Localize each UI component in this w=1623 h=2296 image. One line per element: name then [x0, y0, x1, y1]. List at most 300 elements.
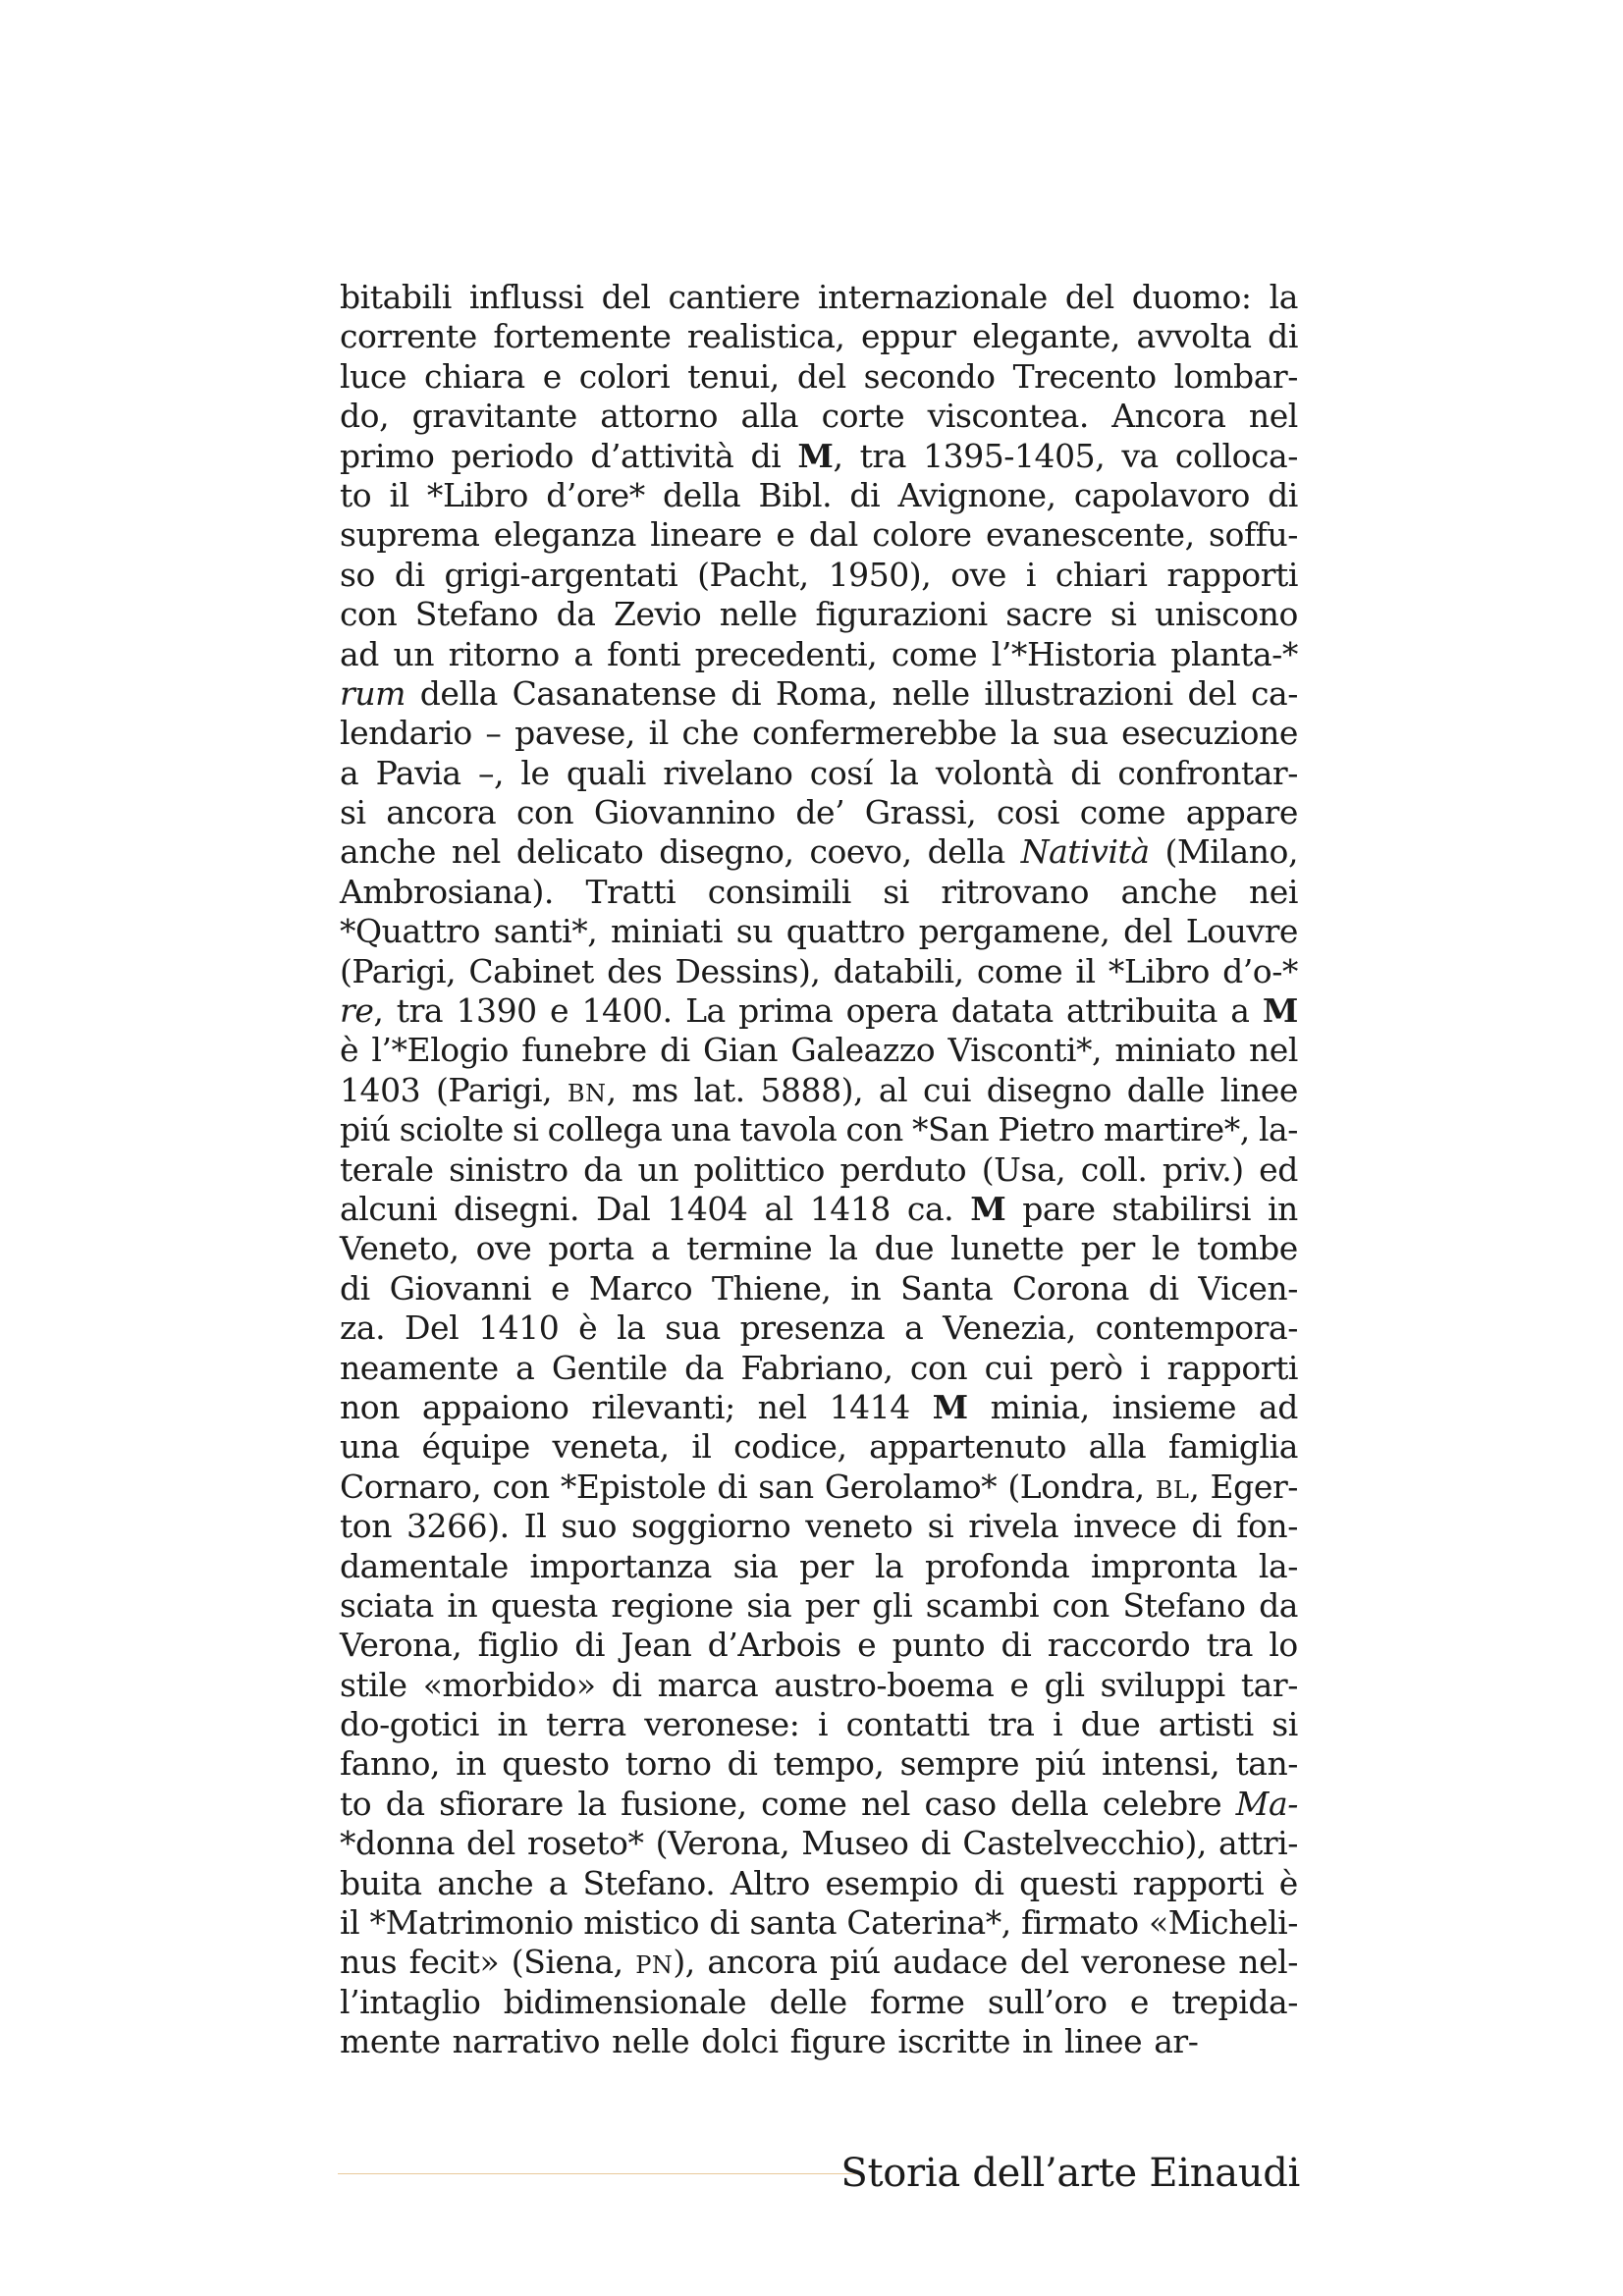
word: in: [456, 1744, 487, 1784]
word: con: [340, 595, 398, 634]
page-footer: [338, 2146, 1300, 2205]
word: e: [857, 1626, 877, 1665]
text-line: [340, 1468, 1298, 1507]
word: famiglia: [1167, 1427, 1298, 1467]
word: in: [1022, 2022, 1054, 2061]
word: si: [1271, 1705, 1298, 1744]
word: M,: [797, 436, 843, 475]
word: opera: [845, 991, 939, 1031]
word: si: [1109, 595, 1137, 634]
text-line: [340, 1507, 1298, 1546]
word: (Parigi,: [435, 1070, 553, 1109]
word: di: [394, 555, 425, 594]
word: forme: [870, 1982, 965, 2021]
word: sempre: [899, 1744, 1020, 1784]
word: come: [1079, 793, 1166, 832]
word: ad: [340, 634, 379, 673]
word: questi: [1019, 1863, 1118, 1902]
word: nel: [1248, 1031, 1298, 1070]
word: primo: [340, 436, 435, 475]
word: lineare: [650, 515, 763, 555]
word: un: [637, 1149, 679, 1189]
word: alla: [740, 397, 799, 436]
word: cosí: [809, 753, 873, 792]
word: sacre: [1005, 595, 1093, 634]
word: Cornaro,: [340, 1467, 482, 1506]
footer-rule: [338, 2173, 858, 2174]
text-line: [340, 1190, 1298, 1229]
word: veronese:: [644, 1705, 800, 1744]
word: Marco: [588, 1268, 693, 1308]
text-line: [340, 1229, 1298, 1268]
word: prima: [738, 991, 834, 1031]
word: si: [927, 1507, 954, 1546]
word: però: [1049, 1348, 1123, 1387]
word: luce: [340, 356, 407, 396]
word: Pavia: [375, 753, 461, 792]
word: Verona,: [340, 1626, 462, 1665]
word: ar-: [1154, 2022, 1199, 2061]
text-line: [340, 912, 1298, 951]
text-line: [340, 1824, 1298, 1863]
text-line: [340, 1349, 1298, 1388]
word: *Matrimonio: [369, 1903, 573, 1943]
word: 1404: [667, 1189, 748, 1228]
word: come: [976, 951, 1063, 990]
word: sia: [732, 1546, 779, 1585]
word: Tratti: [585, 872, 676, 911]
word: disegni.: [454, 1189, 580, 1228]
text-line: [340, 1666, 1298, 1705]
word: termine: [686, 1229, 813, 1268]
word: fonti: [607, 634, 681, 673]
word: realistica,: [686, 317, 845, 356]
word: Stefano.: [582, 1863, 716, 1902]
word: lo: [1269, 1626, 1298, 1665]
word: per: [804, 1585, 859, 1625]
word: di: [750, 436, 782, 475]
word: e: [550, 991, 569, 1031]
word: rilevanti;: [591, 1387, 735, 1426]
word: artisti: [1158, 1705, 1254, 1744]
word: il: [691, 1427, 712, 1467]
word: eleganza: [493, 515, 636, 555]
word: su: [735, 912, 774, 951]
word: come: [761, 1784, 847, 1823]
word: due: [1080, 1705, 1141, 1744]
word: fanno,: [340, 1744, 441, 1784]
word: cantiere: [668, 278, 800, 316]
word: trepida-: [1171, 1982, 1298, 2021]
word: di: [1001, 1626, 1032, 1665]
word: Vicen-: [1198, 1268, 1298, 1308]
word: scambi: [925, 1585, 1040, 1625]
word: des: [607, 951, 663, 990]
word: capolavoro: [1073, 475, 1250, 514]
word: pare: [1022, 1189, 1096, 1228]
word: mente: [340, 2022, 441, 2061]
word: équipe: [421, 1427, 530, 1467]
word: rapporti: [1166, 555, 1298, 594]
word: grigi-argentati: [444, 555, 678, 594]
word: Dessins),: [675, 951, 821, 990]
word: questa: [490, 1585, 598, 1625]
word: a: [1230, 991, 1250, 1031]
word: tra: [1206, 1626, 1253, 1665]
word: da: [1259, 1585, 1298, 1625]
word: sciata: [340, 1585, 434, 1625]
word: e: [1009, 1665, 1029, 1704]
word: profonda: [925, 1546, 1070, 1585]
word: to: [340, 475, 372, 514]
word: con: [492, 1467, 550, 1506]
text-line: [340, 1150, 1298, 1190]
word: polittico: [693, 1149, 825, 1189]
word: disegno,: [659, 832, 794, 872]
word: gli: [1044, 1665, 1085, 1704]
word: nelle: [892, 673, 970, 713]
word: (Londra,: [1007, 1467, 1145, 1506]
word: (Milano,: [1164, 832, 1298, 872]
word: periodo: [451, 436, 574, 475]
word: il: [340, 1903, 360, 1943]
word: fusione,: [621, 1784, 747, 1823]
word: Altro: [730, 1863, 810, 1902]
word: *Epistole: [560, 1467, 707, 1506]
word: elegante,: [972, 317, 1120, 356]
word: la: [617, 1308, 646, 1348]
word: Zevio: [613, 595, 702, 634]
word: (Verona,: [655, 1824, 790, 1863]
word: tra: [859, 436, 906, 475]
word: *San: [911, 1110, 990, 1149]
word: in: [447, 1585, 478, 1625]
word: delle: [769, 1982, 847, 2021]
word: con: [909, 1348, 968, 1387]
word: 1950),: [828, 555, 932, 594]
word: veneto: [805, 1507, 913, 1546]
word: un: [393, 634, 435, 673]
word: piú: [340, 1110, 391, 1149]
word: roseto*: [526, 1824, 644, 1863]
word: torno: [624, 1744, 712, 1784]
word: ca.: [906, 1189, 954, 1228]
word: in: [497, 1705, 528, 1744]
word: esempio: [825, 1863, 959, 1902]
word: appartenuto: [869, 1427, 1067, 1467]
text-line: [340, 317, 1298, 356]
word: viscontea.: [927, 397, 1089, 436]
word: figlio: [477, 1626, 559, 1665]
word: intensi,: [1102, 1744, 1220, 1784]
footer-title: Storia dell’arte Einaudi: [840, 2151, 1300, 2196]
word: stile: [340, 1665, 407, 1704]
word: Stefano: [414, 595, 539, 634]
word: e: [550, 1268, 570, 1308]
word: attri-: [1218, 1824, 1298, 1863]
word: tan-: [1235, 1744, 1298, 1784]
word: audace: [893, 1943, 1008, 1982]
word: rivela: [968, 1507, 1059, 1546]
word: Natività: [1020, 832, 1150, 872]
word: fecit»: [408, 1943, 500, 1982]
word: tra: [396, 991, 444, 1031]
word: (Siena,: [511, 1943, 623, 1982]
word: gravitante: [411, 397, 577, 436]
word: 5888),: [760, 1070, 864, 1109]
word: ritrovano: [941, 872, 1090, 911]
word: 1414: [829, 1387, 910, 1426]
word: è: [578, 1308, 598, 1348]
word: regione: [611, 1585, 733, 1625]
word: nelle: [719, 595, 797, 634]
word: Ma-: [1235, 1784, 1298, 1823]
word: e: [1129, 1982, 1149, 2021]
text-line: [340, 1903, 1298, 1943]
word: fortemente: [493, 317, 672, 356]
word: pergamene,: [918, 912, 1110, 951]
word: importanza: [529, 1546, 712, 1585]
word: celebre: [1102, 1784, 1222, 1823]
word: i: [817, 1705, 829, 1744]
word: di: [709, 1903, 740, 1943]
word: invece: [1073, 1507, 1177, 1546]
word: attorno: [600, 397, 719, 436]
word: quali: [566, 753, 646, 792]
word: databili,: [833, 951, 964, 990]
word: 1418: [809, 1189, 891, 1228]
word: cui: [923, 1070, 971, 1109]
word: va: [1121, 436, 1159, 475]
word: di: [574, 1626, 605, 1665]
word: avvolta: [1136, 317, 1252, 356]
word: i: [1025, 555, 1036, 594]
word: (Usa,: [981, 1149, 1066, 1189]
word: Eger-: [1210, 1467, 1298, 1506]
word: 1403: [340, 1070, 421, 1109]
word: duomo:: [1131, 278, 1252, 316]
word: 1390: [456, 991, 537, 1031]
word: santa: [749, 1903, 838, 1943]
word: priv.): [1162, 1149, 1244, 1189]
word: rivelano: [663, 753, 793, 792]
word: di: [727, 1744, 758, 1784]
word: si: [512, 1110, 539, 1149]
word: dalle: [1126, 1070, 1205, 1109]
word: *Quattro: [340, 912, 481, 951]
word: delicato: [515, 832, 644, 872]
word: mistico: [583, 1903, 700, 1943]
text-line: [340, 1744, 1298, 1784]
text-line: [340, 1071, 1298, 1110]
word: una: [671, 1110, 731, 1149]
word: nus: [340, 1943, 398, 1982]
word: d’o-*: [1222, 951, 1298, 990]
word: con: [845, 1110, 903, 1149]
word: di: [1148, 1268, 1179, 1308]
word: anche: [437, 1863, 534, 1902]
word: Gentile: [551, 1348, 668, 1387]
word: Jean: [621, 1626, 692, 1665]
word: Gian: [703, 1031, 779, 1070]
word: 1400.: [581, 991, 673, 1031]
word: la: [577, 1784, 607, 1823]
text-line: [340, 476, 1298, 515]
word: ca-: [1251, 673, 1298, 713]
word: –,: [477, 753, 505, 792]
word: del: [1187, 673, 1237, 713]
word: corte: [821, 397, 905, 436]
text-line: [340, 1547, 1298, 1586]
word: terale: [340, 1149, 434, 1189]
word: di: [849, 475, 881, 514]
text-line: [340, 515, 1298, 555]
word: 3266).: [406, 1507, 510, 1546]
word: attribuita: [1066, 991, 1217, 1031]
word: ove: [950, 555, 1006, 594]
word: della: [419, 673, 498, 713]
word: al: [764, 1189, 793, 1228]
word: marca: [657, 1665, 759, 1704]
word: sfiorare: [439, 1784, 564, 1823]
word: Caterina*,: [846, 1903, 1011, 1943]
word: austro-boema: [774, 1665, 995, 1704]
text-line: [340, 1586, 1298, 1626]
word: terra: [545, 1705, 626, 1744]
word: Trecento: [1012, 356, 1157, 396]
word: narrativo: [452, 2022, 601, 2061]
word: il: [389, 475, 409, 514]
word: Visconti*,: [947, 1031, 1103, 1070]
text-line: [340, 1031, 1298, 1070]
word: to: [340, 1784, 372, 1823]
word: secondo: [863, 356, 996, 396]
word: d’ore*: [546, 475, 645, 514]
word: minia,: [990, 1387, 1090, 1426]
word: ancora: [386, 793, 497, 832]
text-line: [340, 397, 1298, 436]
word: nei: [1248, 872, 1298, 911]
word: cosi: [997, 793, 1060, 832]
word: a: [340, 753, 359, 792]
text-line: [340, 1269, 1298, 1308]
word: Corona: [1012, 1268, 1129, 1308]
word: santi*,: [493, 912, 598, 951]
text-line: [340, 437, 1298, 476]
word: ove: [475, 1229, 532, 1268]
word: consimili: [707, 872, 851, 911]
word: il: [1075, 951, 1096, 990]
word: soffu-: [1209, 515, 1298, 555]
word: Louvre: [1185, 912, 1298, 951]
word: di: [340, 1268, 370, 1308]
word: la: [890, 753, 919, 792]
word: Veneto,: [340, 1229, 460, 1268]
word: bidimensionale: [503, 1982, 747, 2021]
word: in: [850, 1268, 882, 1308]
word: firmato: [1021, 1903, 1139, 1943]
word: disegno: [986, 1070, 1112, 1109]
word: figurazioni: [815, 595, 988, 634]
word: planta-*: [1170, 634, 1298, 673]
word: martire*,: [1103, 1110, 1250, 1149]
word: nel: [861, 1784, 910, 1823]
word: figure: [789, 2022, 887, 2061]
text-line: [340, 793, 1298, 832]
word: si: [883, 872, 909, 911]
word: confermerebbe: [752, 714, 998, 753]
word: di: [1268, 317, 1298, 356]
word: chiara: [424, 356, 525, 396]
word: questo: [502, 1744, 610, 1784]
text-line: [340, 1983, 1298, 2022]
word: Avignone,: [897, 475, 1056, 514]
word: tra: [988, 1705, 1035, 1744]
word: in: [1267, 1189, 1298, 1228]
word: Del: [405, 1308, 460, 1348]
word: di: [611, 1665, 642, 1704]
word: la: [1269, 278, 1298, 316]
text-line: [340, 1308, 1298, 1348]
word: Bibl.: [758, 475, 833, 514]
word: le: [1151, 1229, 1180, 1268]
word: a: [548, 1863, 568, 1902]
word: la-: [1258, 1110, 1298, 1149]
word: di: [717, 1467, 748, 1506]
word: pavese,: [514, 714, 635, 753]
word: uniscono: [1155, 595, 1298, 634]
word: tar-: [1240, 1665, 1298, 1704]
text-line: [340, 873, 1298, 912]
word: cui: [984, 1348, 1033, 1387]
word: do-gotici: [340, 1705, 479, 1744]
word: a: [650, 1229, 671, 1268]
word: Gerolamo*: [824, 1467, 998, 1506]
word: la: [1009, 714, 1040, 753]
word: veronese: [1081, 1943, 1226, 1982]
word: buita: [340, 1863, 422, 1902]
word: l’intaglio: [340, 1982, 481, 2021]
word: M: [1262, 991, 1298, 1031]
word: è: [1278, 1863, 1298, 1902]
word: colloca-: [1174, 436, 1298, 475]
word: damentale: [340, 1546, 509, 1585]
word: so: [340, 555, 375, 594]
word: chiari: [1055, 555, 1148, 594]
text-line: [340, 714, 1298, 753]
word: soggiorno: [631, 1507, 791, 1546]
word: codice,: [733, 1427, 847, 1467]
word: sia: [746, 1585, 792, 1625]
word: collega: [547, 1110, 663, 1149]
text-line: [340, 2022, 1298, 2061]
word: Casanatense: [512, 673, 717, 713]
word: impronta: [1091, 1546, 1238, 1585]
word: tombe: [1197, 1229, 1298, 1268]
word: «Micheli-: [1148, 1903, 1298, 1943]
word: contempora-: [1095, 1308, 1298, 1348]
word: due: [874, 1229, 935, 1268]
word: miniati: [611, 912, 724, 951]
word: Santa: [899, 1268, 994, 1308]
word: e: [776, 515, 795, 555]
word: Ambrosiana).: [340, 872, 554, 911]
word: del: [601, 278, 651, 316]
word: rum: [340, 673, 406, 713]
word: con: [515, 793, 574, 832]
word: con: [1052, 1585, 1109, 1625]
word: presenza: [739, 1308, 886, 1348]
